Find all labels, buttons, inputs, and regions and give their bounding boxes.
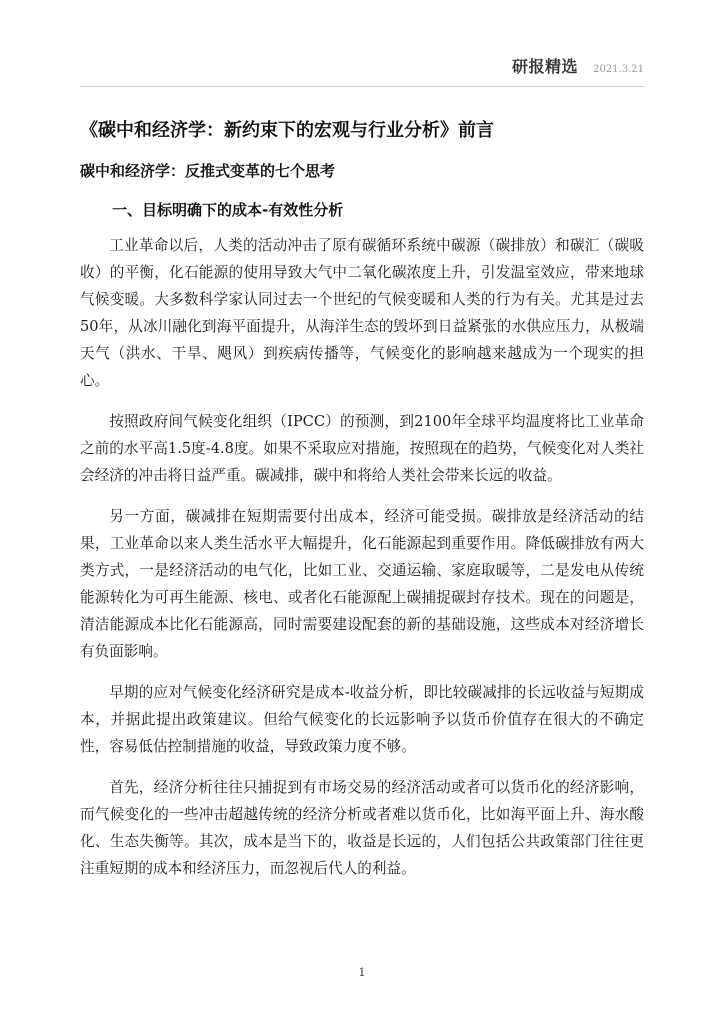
document-title: 《碳中和经济学：新约束下的宏观与行业分析》前言 [80, 120, 494, 141]
page-header [512, 54, 644, 77]
header-divider [80, 86, 644, 87]
paragraph-3: 另一方面，碳减排在短期需要付出成本，经济可能受损。碳排放是经济活动的结果，工业革命以来人类生活水平大幅提升，化石能源起到重要作用。降低碳排放有两大类方式，一是经济活动的电气化，比如工业、交通运输、家庭取暖等，二是发电从传统能源转化为可再生能源、核电、或者化石能源配上碳捕捉碳封存技术。现在的问题是，清洁能源成本比化石能源高，同时需要建设配套的新的基础设施，这些成本对经济增长有负面影响。 [80, 508, 644, 660]
header-brand: 研报精选 [511, 57, 578, 76]
page-number: 1 [358, 966, 366, 979]
paragraph-5: 首先，经济分析往往只捕捉到有市场交易的经济活动或者可以货币化的经济影响，而气候变化的一些冲击超越传统的经济分析或者难以货币化，比如海平面上升、海水酸化、生态失衡等。其次，成本是当下的，收益是长远的，人们包括公共政策部门往往更注重短期的成本和经济压力，而忽视后代人的利益。 [80, 779, 644, 877]
document-subtitle: 碳中和经济学：反推式变革的七个思考 [80, 162, 336, 180]
paragraph-4: 早期的应对气候变化经济研究是成本-收益分析，即比较碳减排的长远收益与短期成本，并据此提出政策建议。但给气候变化的长远影响予以货币价值存在很大的不确定性，容易低估控制措施的收益，导致政策力度不够。 [80, 684, 644, 755]
section-heading: 一、目标明确下的成本-有效性分析 [112, 201, 344, 219]
header-date: 2021.3.21 [593, 64, 644, 75]
body-text [80, 232, 644, 896]
paragraph-2: 按照政府间气候变化组织（IPCC）的预测，到2100年全球平均温度将比工业革命之前的水平高1.5度-4.8度。如果不采取应对措施，按照现在的趋势，气候变化对人类社会经济的冲击将日益严重。碳减排，碳中和将给人类社会带来长远的收益。 [80, 413, 644, 484]
paragraph-1: 工业革命以后，人类的活动冲击了原有碳循环系统中碳源（碳排放）和碳汇（碳吸收）的平衡，化石能源的使用导致大气中二氧化碳浓度上升，引发温室效应，带来地球气候变暖。大多数科学家认同过去一个世纪的气候变暖和人类的行为有关。尤其是过去50年，从冰川融化到海平面提升，从海洋生态的毁坏到日益紧张的水供应压力，从极端天气（洪水、干旱、飓风）到疾病传播等，气候变化的影响越来越成为一个现实的担心。 [80, 237, 644, 389]
